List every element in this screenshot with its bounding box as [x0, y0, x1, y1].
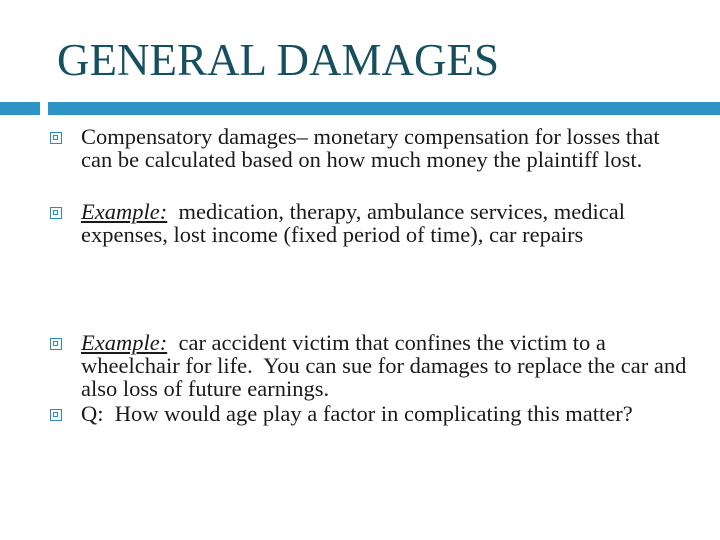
- example-label: Example:: [81, 199, 168, 224]
- title-underline-right: [48, 102, 720, 115]
- hollow-square-icon: [50, 132, 62, 144]
- bullet-body: Compensatory damages– monetary compensation for losses that can be calculated based on how much money the plaintiff lost.: [81, 124, 660, 172]
- bullet-item: [50, 200, 690, 246]
- hollow-square-icon: [50, 338, 62, 350]
- bullet-item: [50, 331, 690, 400]
- slide-title: GENERAL DAMAGES: [57, 35, 500, 85]
- bullet-text: [81, 331, 690, 400]
- bullet-item: [50, 125, 690, 171]
- bullet-text: [81, 402, 690, 425]
- bullet-text: [81, 125, 690, 171]
- bullet-body: medication, therapy, ambulance services, medical expenses, lost income (fixed period of time), car repairs: [81, 199, 631, 247]
- hollow-square-icon: [50, 207, 62, 219]
- bullet-body: Q: How would age play a factor in complicating this matter?: [81, 401, 633, 426]
- bullet-body: car accident victim that confines the victim to a wheelchair for life. You can sue for damages to replace the car and also loss of future earnings.: [81, 330, 692, 401]
- title-underline-left: [0, 102, 40, 115]
- example-label: Example:: [81, 330, 168, 355]
- bullet-item: [50, 402, 690, 425]
- bullet-text: [81, 200, 690, 246]
- hollow-square-icon: [50, 409, 62, 421]
